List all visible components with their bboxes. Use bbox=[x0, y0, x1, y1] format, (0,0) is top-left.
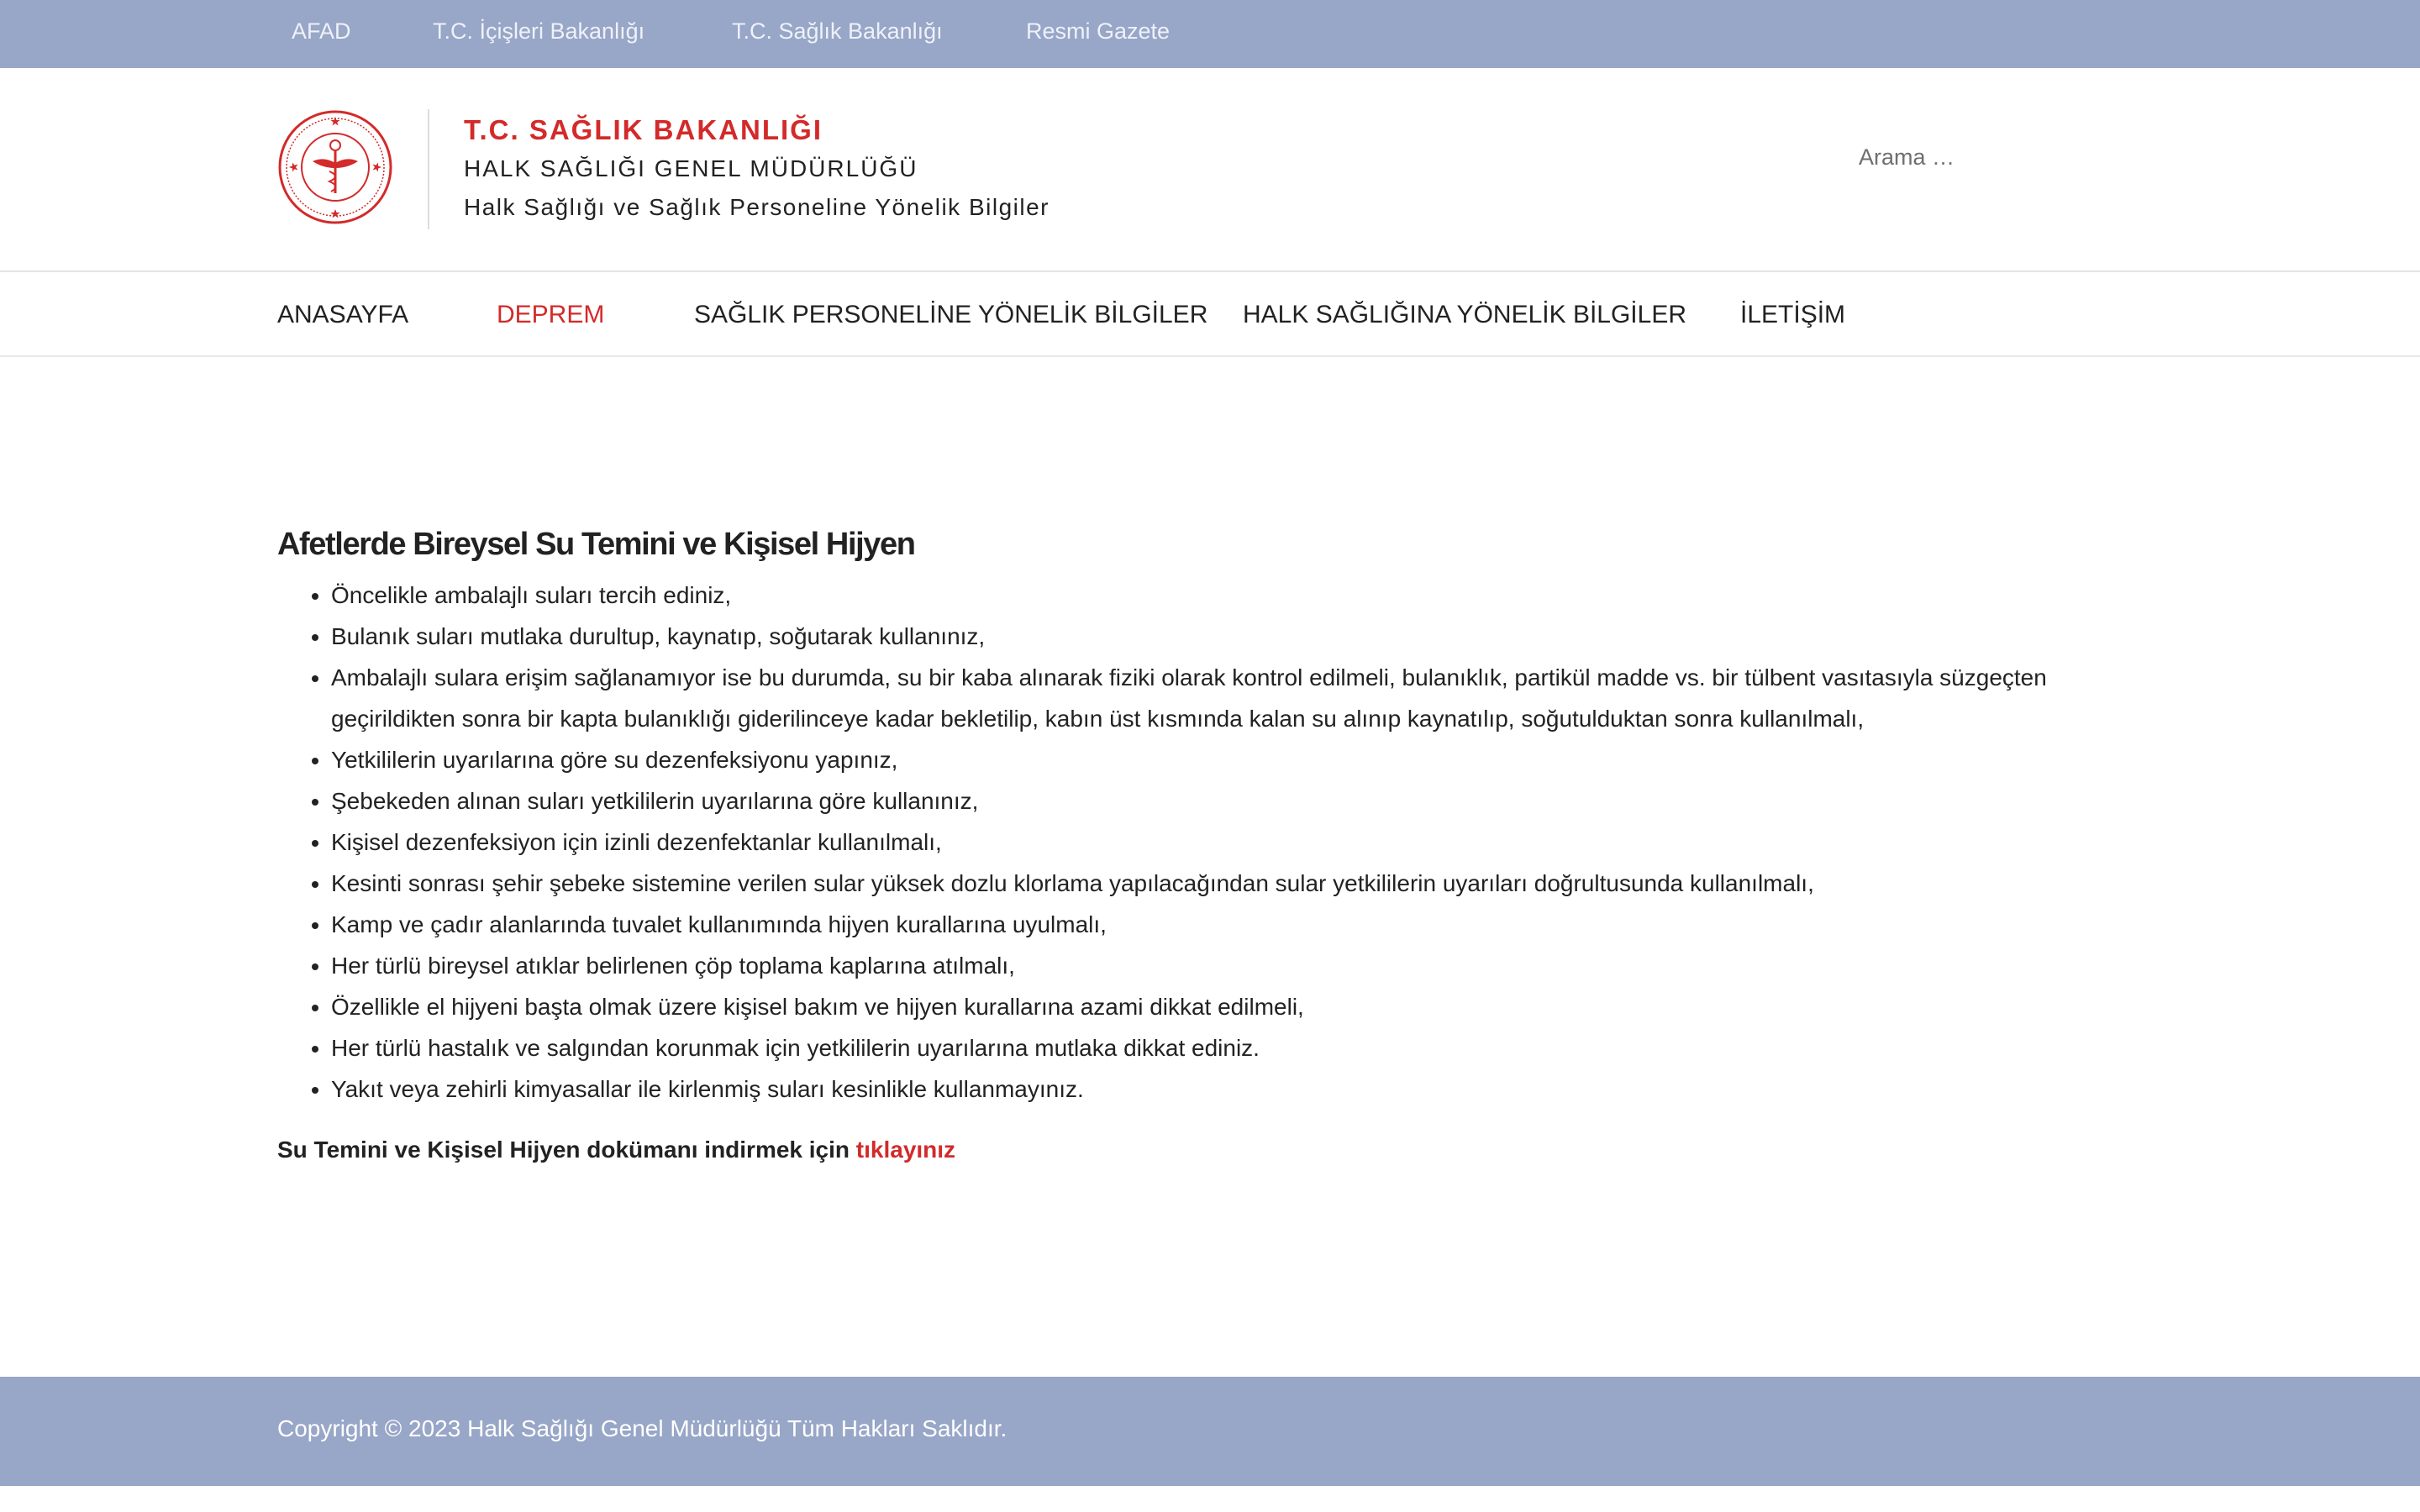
download-text: Su Temini ve Kişisel Hijyen dokümanı indirmek için bbox=[277, 1137, 856, 1163]
nav-item-anasayfa[interactable]: ANASAYFA bbox=[277, 301, 409, 328]
nav-item-iletisim[interactable]: İLETİŞİM bbox=[1740, 301, 1846, 328]
hygiene-list bbox=[277, 575, 2160, 1110]
list-item: • Öncelikle ambalajlı suları tercih ediniz, bbox=[331, 575, 2160, 616]
nav-item-deprem[interactable]: DEPREM bbox=[497, 301, 605, 328]
list-item: • Kamp ve çadır alanlarında tuvalet kullanımında hijyen kurallarına uyulmalı, bbox=[331, 904, 2160, 945]
top-link-saglik[interactable]: T.C. Sağlık Bakanlığı bbox=[732, 18, 943, 44]
top-link-icisleri[interactable]: T.C. İçişleri Bakanlığı bbox=[433, 18, 645, 44]
main-nav bbox=[0, 272, 2420, 357]
nav-item-saglik-personeli[interactable]: SAĞLIK PERSONELİNE YÖNELİK BİLGİLER bbox=[694, 301, 1208, 328]
article-title: Afetlerde Bireysel Su Temini ve Kişisel Hijyen bbox=[277, 527, 915, 562]
top-link-resmi-gazete[interactable]: Resmi Gazete bbox=[1026, 18, 1171, 44]
download-link[interactable]: tıklayınız bbox=[855, 1137, 956, 1163]
top-bar bbox=[0, 0, 2420, 68]
list-item: • Her türlü hastalık ve salgından korunmak için yetkililerin uyarılarına mutlaka dikkat ediniz. bbox=[331, 1027, 2160, 1068]
download-line bbox=[277, 1137, 2160, 1163]
list-item: • Ambalajlı sulara erişim sağlanamıyor ise bu durumda, su bir kaba alınarak fiziki olarak kontrol edilmeli, bulanıklık, partikül madde vs. bir tülbent vasıtasıyla süzgeçten geçirildikten sonra bir kapta bulanıklığı giderilinceye kadar bekletilip, kabın üst kısmında kalan su alınıp kaynatılıp, soğutulduktan sonra kullanılmalı, bbox=[331, 657, 2160, 739]
site-tagline: Halk Sağlığı ve Sağlık Personeline Yönelik Bilgiler bbox=[464, 194, 1050, 220]
article bbox=[277, 521, 2160, 1163]
header-divider bbox=[428, 109, 429, 229]
site-footer bbox=[0, 1377, 2420, 1486]
ministry-title[interactable]: T.C. SAĞLIK BAKANLIĞI bbox=[464, 114, 823, 145]
copyright-text: Copyright © 2023 Halk Sağlığı Genel Müdürlüğü Tüm Hakları Saklıdır. bbox=[277, 1415, 1007, 1441]
list-item: • Her türlü bireysel atıklar belirlenen çöp toplama kaplarına atılmalı, bbox=[331, 945, 2160, 986]
list-item: • Bulanık suları mutlaka durultup, kaynatıp, soğutarak kullanınız, bbox=[331, 616, 2160, 657]
list-item: • Şebekeden alınan suları yetkililerin uyarılarına göre kullanınız, bbox=[331, 780, 2160, 822]
list-item: • Yakıt veya zehirli kimyasallar ile kirlenmiş suları kesinlikle kullanmayınız. bbox=[331, 1068, 2160, 1110]
list-item: • Yetkililerin uyarılarına göre su dezenfeksiyonu yapınız, bbox=[331, 739, 2160, 780]
department-title: HALK SAĞLIĞI GENEL MÜDÜRLÜĞÜ bbox=[464, 155, 918, 181]
search-input[interactable] bbox=[1857, 138, 2138, 176]
top-link-afad[interactable]: AFAD bbox=[292, 18, 351, 44]
list-item: • Özellikle el hijyeni başta olmak üzere kişisel bakım ve hijyen kurallarına azami dikkat edilmeli, bbox=[331, 986, 2160, 1027]
list-item: • Kesinti sonrası şehir şebeke sistemine verilen sular yüksek dozlu klorlama yapılacağından sular yetkililerin uyarıları doğrultusunda kullanılmalı, bbox=[331, 863, 2160, 904]
list-item: • Kişisel dezenfeksiyon için izinli dezenfektanlar kullanılmalı, bbox=[331, 822, 2160, 863]
nav-item-halk-sagligi[interactable]: HALK SAĞLIĞINA YÖNELİK BİLGİLER bbox=[1243, 301, 1687, 328]
ministry-seal-icon[interactable] bbox=[277, 109, 393, 225]
